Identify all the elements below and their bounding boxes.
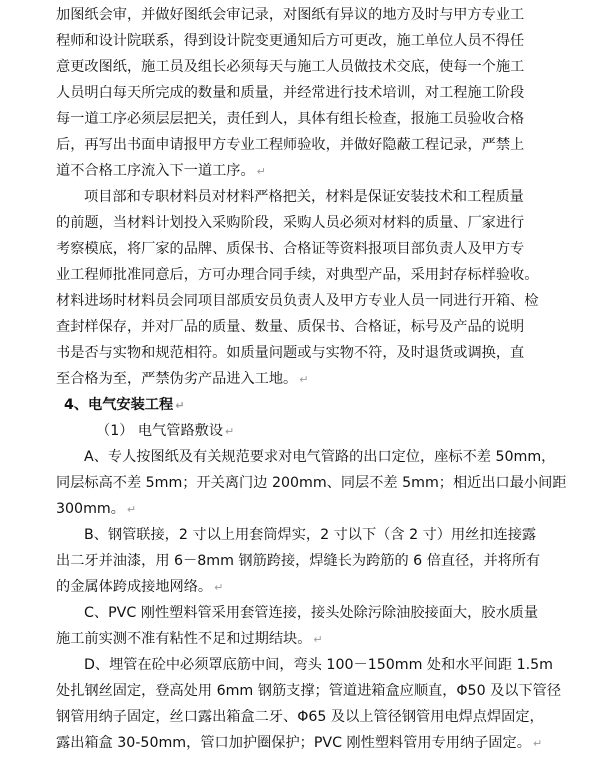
text-line: C、PVC 刚性塑料管采用套管连接，接头处除污除油胶接面大，胶水质量 xyxy=(84,605,539,621)
text-line: 程师和设计院联系，得到设计院变更通知后方可更改，施工单位人员不得任 xyxy=(56,33,525,49)
subsection-heading: （1） 电气管路敷设 ↵ xyxy=(96,423,235,439)
text-line: 人员明白每天所完成的数量和质量，并经常进行技术培训，对工程施工阶段 xyxy=(56,85,525,101)
text-line: 施工前实测不准有粘性不足和过期结块。 ↵ xyxy=(56,631,323,647)
paragraph-mark: ↵ xyxy=(299,373,309,386)
text-line: 的金属体跨成接地网络。 ↵ xyxy=(56,579,224,595)
paragraph-mark: ↵ xyxy=(532,737,543,750)
text-line: 露出箱盒 30-50mm，管口加护圈保护；PVC 刚性塑料管用专用纳子固定。 ↵ xyxy=(56,735,543,751)
text-line: 至合格为至，严禁伪劣产品进入工地。 ↵ xyxy=(56,371,309,387)
text-line: 钢管用纳子固定，丝口露出箱盒二牙、Φ65 及以上管径钢管用电焊点焊固定， xyxy=(56,709,544,725)
text-line: 项目部和专职材料员对材料严格把关，材料是保证安装技术和工程质量 xyxy=(84,189,524,205)
text-line: D、埋管在砼中必须罩底筋中间，弯头 100－150mm 处和水平间距 1.5m xyxy=(84,657,553,673)
text-line: 出二牙并油漆，用 6－8mm 钢筋跨接，焊缝长为跨筋的 6 倍直径，并将所有 xyxy=(56,553,541,569)
text-line: 处扎钢丝固定，登高处用 6mm 钢筋支撑；管道进箱盒应顺直，Φ50 及以下管径 xyxy=(56,683,562,699)
text-line: 后，再写出书面申请报甲方专业工程师验收，并做好隐蔽工程记录，严禁上 xyxy=(56,137,525,153)
text-line: 300mm。 ↵ xyxy=(56,501,137,517)
text-line: 每一道工序必须层层把关，责任到人，具体有组长检查，报施工员验收合格 xyxy=(56,111,525,127)
section-heading: 4、电气安装工程 ↵ xyxy=(64,397,185,413)
text-line: 道不合格工序流入下一道工序。 ↵ xyxy=(56,163,266,179)
paragraph-mark: ↵ xyxy=(313,633,323,646)
text-line: 的前题，当材料计划投入采购阶段，采购人员必须对材料的质量、厂家进行 xyxy=(56,215,525,231)
text-line: A、专人按图纸及有关规范要求对电气管路的出口定位，座标不差 50mm， xyxy=(84,449,556,465)
text-line: 同层标高不差 5mm；开关离门边 200mm、同层不差 5mm；相近出口最小间距 xyxy=(56,475,567,491)
paragraph-mark: ↵ xyxy=(214,581,224,594)
paragraph-mark: ↵ xyxy=(256,165,266,178)
text-line: 意更改图纸，施工员及组长必须每天与施工人员做技术交底，使每一个施工 xyxy=(56,59,525,75)
text-line: 加图纸会审，并做好图纸会审记录，对图纸有异议的地方及时与甲方专业工 xyxy=(56,7,525,23)
paragraph-mark: ↵ xyxy=(175,399,185,412)
paragraph-mark: ↵ xyxy=(225,425,235,438)
paragraph-mark: ↵ xyxy=(126,503,137,516)
text-line: 查封样保存，并对厂品的质量、数量、质保书、合格证，标号及产品的说明 xyxy=(56,319,525,335)
text-line: B、钢管联接，2 寸以上用套筒焊实，2 寸以下（含 2 寸）用丝扣连接露 xyxy=(84,527,537,543)
text-line: 考察模底，将厂家的品牌、质保书、合格证等资料报项目部负责人及甲方专 xyxy=(56,241,525,257)
text-line: 书是否与实物和规范相符。如质量问题或与实物不符，及时退货或调换，直 xyxy=(56,345,525,361)
text-line: 材料进场时材料员会同项目部质安员负责人及甲方专业人员一同进行开箱、检 xyxy=(56,293,539,309)
text-line: 业工程师批准同意后，方可办理合同手续，对典型产品，采用封存标样验收。 xyxy=(56,267,539,283)
